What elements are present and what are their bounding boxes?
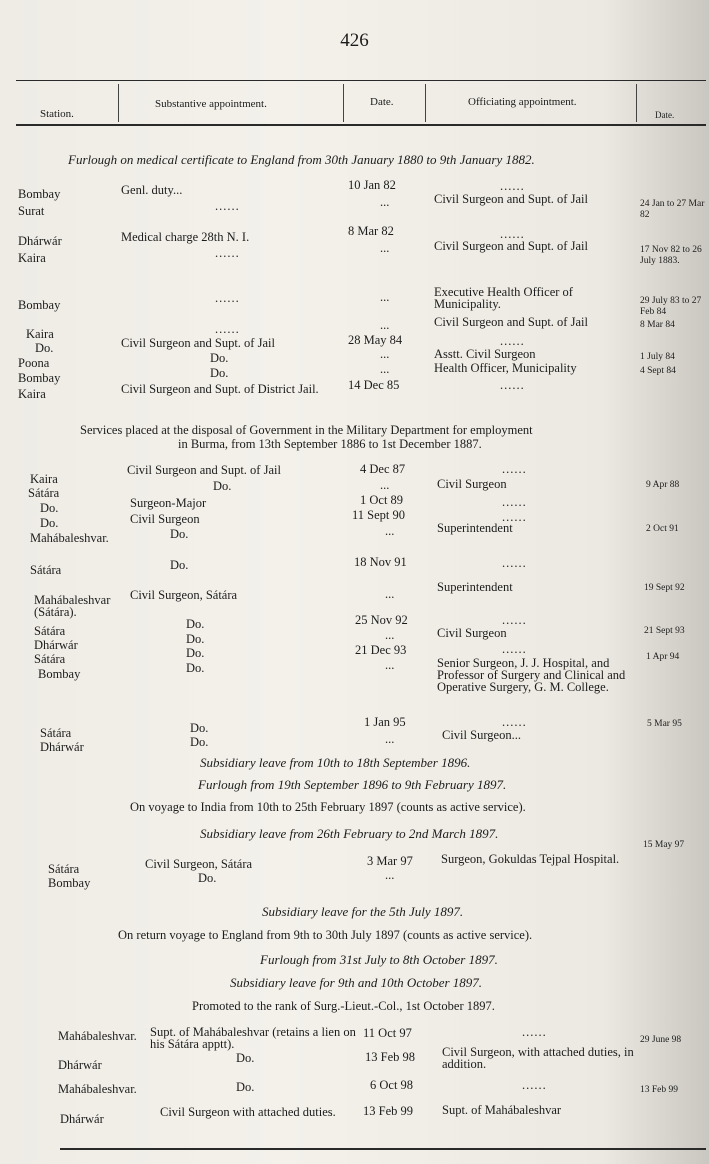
substantive-cell: Do. [190, 721, 209, 735]
officiating-cell: Civil Surgeon and Supt. of Jail [434, 315, 588, 329]
date-cell: ... [380, 290, 390, 304]
substantive-cell: Do. [170, 527, 189, 541]
station-cell: Bombay [48, 876, 91, 890]
station-cell: Dhárwár [34, 638, 78, 652]
date-cell: 8 Mar 82 [348, 224, 394, 238]
substantive-cell: ...... [215, 291, 240, 305]
header-date: Date. [370, 96, 394, 108]
date2-cell: 13 Feb 99 [640, 1085, 678, 1095]
officiating-cell: Superintendent [437, 580, 513, 594]
officiating-cell: ...... [500, 334, 525, 348]
station-cell: Sátára [48, 862, 80, 876]
substantive-cell: ...... [215, 199, 240, 213]
substantive-cell: Medical charge 28th N. I. [121, 230, 250, 244]
header-divider [118, 84, 119, 122]
date2-cell: 8 Mar 84 [640, 320, 675, 330]
officiating-cell: ...... [522, 1025, 547, 1039]
date-cell: ... [385, 524, 395, 538]
substantive-cell: Do. [170, 558, 189, 572]
header-divider [343, 84, 344, 122]
note-line: On return voyage to England from 9th to 30th July 1897 (counts as active service). [118, 928, 533, 942]
station-cell: Kaira [18, 387, 46, 401]
date-cell: 11 Oct 97 [363, 1026, 412, 1040]
note-line: Promoted to the rank of Surg.-Lieut.-Col., 1st October 1897. [192, 999, 495, 1013]
header-date2: Date. [655, 110, 675, 120]
substantive-cell: Civil Surgeon, Sátára [130, 588, 238, 602]
substantive-cell: Civil Surgeon and Supt. of Jail [121, 336, 275, 350]
officiating-cell: ...... [502, 556, 527, 570]
station-cell: Kaira [26, 327, 54, 341]
date-cell: ... [385, 587, 395, 601]
date-cell: 1 Jan 95 [364, 715, 406, 729]
substantive-cell: Civil Surgeon with attached duties. [160, 1105, 336, 1119]
footer-rule [60, 1148, 706, 1150]
substantive-cell: Do. [186, 632, 205, 646]
header-top-rule [16, 80, 706, 81]
date-cell: 14 Dec 85 [348, 378, 400, 392]
date-cell: ... [385, 658, 395, 672]
officiating-cell: Civil Surgeon, with attached duties, in addition. [442, 1045, 634, 1071]
note-line: Furlough from 31st July to 8th October 1897. [260, 952, 498, 967]
station-cell: Mahábaleshvar. [58, 1029, 137, 1043]
date2-cell: 1 Apr 94 [646, 652, 680, 662]
station-cell: Sátára [30, 563, 62, 577]
officiating-cell: Senior Surgeon, J. J. Hospital, and Professor of Surgery and Clinical and Operative Surgery, G. M. College. [437, 656, 626, 694]
date2-cell: 9 Apr 88 [646, 480, 680, 490]
date-cell: 6 Oct 98 [370, 1078, 414, 1092]
substantive-cell: Civil Surgeon and Supt. of Jail [127, 463, 281, 477]
station-cell: Mahábaleshvar. [58, 1082, 137, 1096]
officiating-cell: Superintendent [437, 521, 513, 535]
substantive-cell: ...... [215, 322, 240, 336]
note-line: Subsidiary leave for 9th and 10th October 1897. [230, 975, 483, 990]
date2-cell: 17 Nov 82 to 26 July 1883. [640, 245, 702, 266]
date-cell: 28 May 84 [348, 333, 403, 347]
station-cell: Kaira [30, 472, 58, 486]
date-cell: 11 Sept 90 [352, 508, 406, 522]
station-cell: Sátára [40, 726, 72, 740]
officiating-cell: Surgeon, Gokuldas Tejpal Hospital. [441, 852, 620, 866]
date2-cell: 1 July 84 [640, 352, 675, 362]
header-officiating: Officiating appointment. [468, 96, 577, 108]
station-cell: Bombay [38, 667, 81, 681]
date-cell: ... [380, 195, 390, 209]
substantive-cell: Supt. of Mahábaleshvar (retains a lien on his Sátára apptt). [150, 1025, 356, 1051]
date-cell: 18 Nov 91 [354, 555, 407, 569]
officiating-cell: ...... [500, 227, 525, 241]
station-cell: Dhárwár [40, 740, 84, 754]
header-divider [425, 84, 426, 122]
date2-cell: 29 June 98 [640, 1035, 682, 1045]
officiating-cell: Civil Surgeon and Supt. of Jail [434, 192, 588, 206]
station-cell: Bombay [18, 371, 61, 385]
date-cell: ... [380, 478, 390, 492]
officiating-cell: Civil Surgeon and Supt. of Jail [434, 239, 588, 253]
station-cell: Sátára [34, 624, 66, 638]
substantive-cell: Civil Surgeon [130, 512, 200, 526]
officiating-cell: ...... [502, 495, 527, 509]
officiating-cell: Civil Surgeon [437, 477, 507, 491]
station-cell: Mahábaleshvar. [30, 531, 109, 545]
date-cell: 4 Dec 87 [360, 462, 406, 476]
date-cell: ... [380, 241, 390, 255]
substantive-cell: Civil Surgeon, Sátára [145, 857, 253, 871]
station-cell: Do. [40, 516, 59, 530]
date-cell: ... [380, 318, 390, 332]
officiating-cell: ...... [500, 378, 525, 392]
station-cell: Do. [40, 501, 59, 515]
officiating-cell: ...... [502, 462, 527, 476]
header-substantive: Substantive appointment. [155, 98, 267, 110]
officiating-cell: ...... [500, 179, 525, 193]
officiating-cell: Asstt. Civil Surgeon [434, 347, 536, 361]
date-cell: 13 Feb 98 [365, 1050, 415, 1064]
officiating-cell: Health Officer, Municipality [434, 361, 577, 375]
date-cell: ... [385, 732, 395, 746]
date2-cell: 21 Sept 93 [644, 626, 685, 636]
officiating-cell: Supt. of Mahábaleshvar [442, 1103, 562, 1117]
substantive-cell: Do. [213, 479, 232, 493]
officiating-cell: ...... [502, 715, 527, 729]
officiating-cell: ...... [502, 510, 527, 524]
date-cell: 25 Nov 92 [355, 613, 408, 627]
substantive-cell: ...... [215, 246, 240, 260]
station-cell: Kaira [18, 251, 46, 265]
substantive-cell: Civil Surgeon and Supt. of District Jail. [121, 382, 319, 396]
date2-cell: 5 Mar 95 [647, 719, 682, 729]
section2-title-line2: in Burma, from 13th September 1886 to 1st December 1887. [178, 437, 482, 451]
page-number: 426 [340, 30, 369, 51]
station-cell: Surat [18, 204, 45, 218]
date-cell: ... [380, 362, 390, 376]
substantive-cell: Surgeon-Major [130, 496, 207, 510]
substantive-cell: Do. [186, 661, 205, 675]
substantive-cell: Do. [186, 617, 205, 631]
station-cell: Poona [18, 356, 50, 370]
substantive-cell: Do. [186, 646, 205, 660]
date-cell: ... [380, 347, 390, 361]
station-cell: Do. [35, 341, 54, 355]
station-cell: Dhárwár [18, 234, 62, 248]
date2-cell: 29 July 83 to 27 Feb 84 [640, 296, 702, 317]
note-line: Furlough from 19th September 1896 to 9th February 1897. [198, 777, 507, 792]
date-cell: ... [385, 868, 395, 882]
date-cell: ... [385, 628, 395, 642]
station-cell: Mahábaleshvar (Sátára). [34, 593, 111, 619]
section2-title-line1: Services placed at the disposal of Government in the Military Department for employment [80, 423, 533, 437]
officiating-cell: ...... [502, 613, 527, 627]
substantive-cell: Do. [198, 871, 217, 885]
header-station: Station. [40, 108, 74, 120]
date2-cell: 2 Oct 91 [646, 524, 679, 534]
date2-cell: 19 Sept 92 [644, 583, 685, 593]
substantive-cell: Genl. duty... [121, 183, 183, 197]
substantive-cell: Do. [190, 735, 209, 749]
header-divider [636, 84, 637, 122]
header-bottom-rule [16, 124, 706, 126]
date2-cell: 4 Sept 84 [640, 366, 676, 376]
officiating-cell: Executive Health Officer of Municipality. [434, 285, 573, 311]
date-cell: 21 Dec 93 [355, 643, 407, 657]
station-cell: Bombay [18, 298, 61, 312]
officiating-cell: ...... [502, 642, 527, 656]
section1-title: Furlough on medical certificate to England from 30th January 1880 to 9th January 1882. [68, 152, 535, 167]
substantive-cell: Do. [236, 1051, 255, 1065]
date2-cell: 15 May 97 [643, 840, 685, 850]
officiating-cell: ...... [522, 1078, 547, 1092]
date2-cell: 24 Jan to 27 Mar 82 [640, 199, 705, 220]
date-cell: 3 Mar 97 [367, 854, 413, 868]
station-cell: Bombay [18, 187, 61, 201]
date-cell: 10 Jan 82 [348, 178, 396, 192]
substantive-cell: Do. [236, 1080, 255, 1094]
substantive-cell: Do. [210, 366, 229, 380]
date-cell: 1 Oct 89 [360, 493, 404, 507]
note-line: Subsidiary leave from 26th February to 2nd March 1897. [200, 826, 499, 841]
note-line: Subsidiary leave for the 5th July 1897. [262, 904, 464, 919]
station-cell: Sátára [34, 652, 66, 666]
station-cell: Dhárwár [58, 1058, 102, 1072]
substantive-cell: Do. [210, 351, 229, 365]
officiating-cell: Civil Surgeon... [442, 728, 521, 742]
station-cell: Dhárwár [60, 1112, 104, 1126]
note-line: Subsidiary leave from 10th to 18th September 1896. [200, 755, 471, 770]
date-cell: 13 Feb 99 [363, 1104, 413, 1118]
officiating-cell: Civil Surgeon [437, 626, 507, 640]
station-cell: Sátára [28, 486, 60, 500]
note-line: On voyage to India from 10th to 25th February 1897 (counts as active service). [130, 800, 526, 814]
